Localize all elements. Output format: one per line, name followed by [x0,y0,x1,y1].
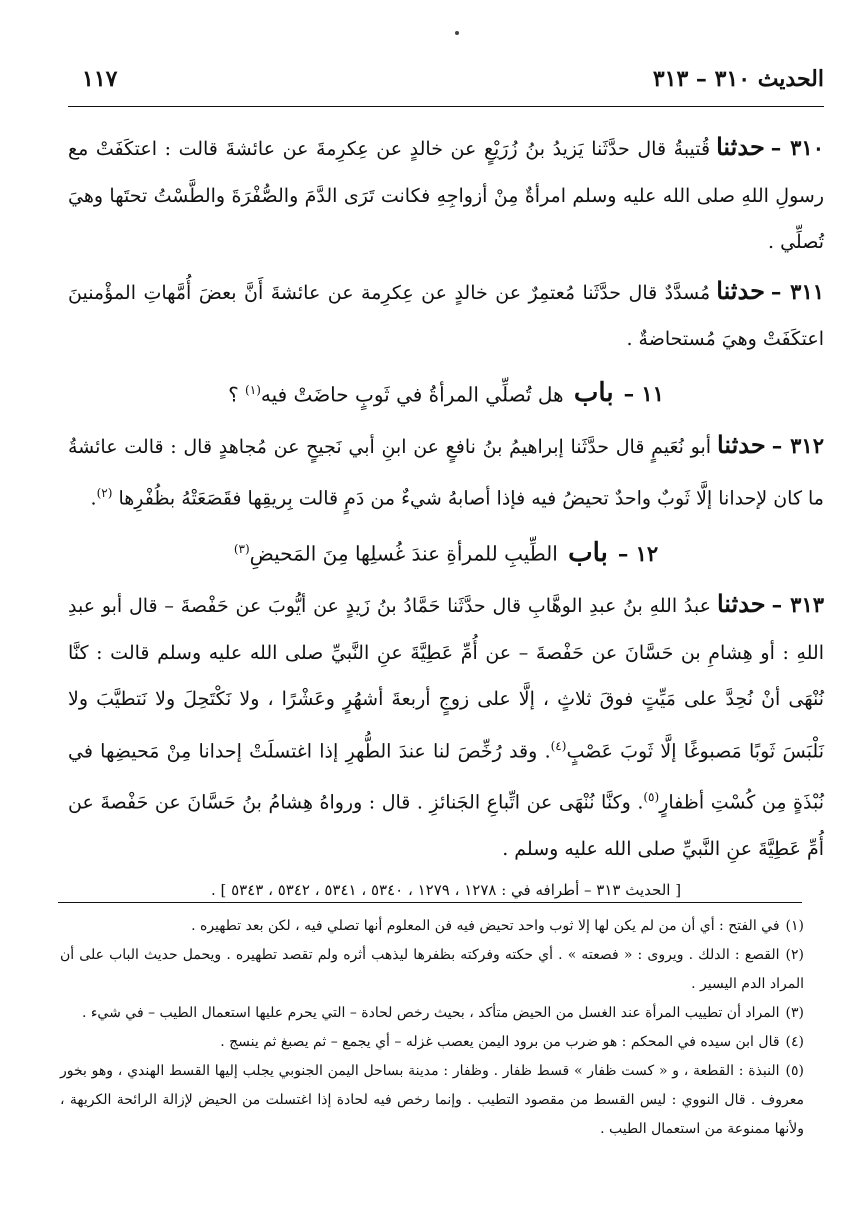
footnote [60,912,804,941]
footnote [60,941,804,999]
hadith-text: مُسدَّدٌ قال حدَّثَنا مُعتمِرٌ عن خالدٍ عن عِكرِمة عن عائشةَ أَنَّ بعضَ أُمَّهاتِ المؤْمنينَ اعتكَفَتْ وهيَ مُستحاضةٌ . [68,281,824,350]
narration-keyword: حدثنا [716,275,765,305]
hadith-312 [68,422,824,522]
narration-keyword: حدثنا [716,132,765,161]
footnote-mark: (٢) [785,947,804,963]
hadith-text: قُتيبةُ قال حدَّثَنا يَزيدُ بنُ زُرَيْعٍ عن خالدٍ عن عِكرِمةَ عن عائشةَ قالت : اعتكَفَتْ مع رسولِ اللهِ صلى الله عليه وسلم امرأةٌ مِنْ أزواجِهِ فكانت تَرَى الدَّمَ والصُّفْرَةَ والطَّسْتُ تحتَها وهيَ تُصلِّي . [68,138,824,253]
chapter-label: باب [573,378,614,409]
hadith-310 [68,124,824,266]
hadith-number: ٣١٠ – [770,135,824,160]
atraf-note: [ الحديث ٣١٣ – أطرافه في : ١٢٧٨ ، ١٢٧٩ ، ٥٣٤٠ ، ٥٣٤١ ، ٥٣٤٢ ، ٥٣٤٣ ] . [210,880,682,899]
hadith-number: ٣١٣ – [771,592,825,618]
footnote-text: في الفتح : أي أن من لم يكن لها إلا ثوب واحد تحيض فيه فن المعلوم أنها تصلي فيه ، لكن بعد تطهيره . [191,918,780,934]
footnote-ref: (١) [245,382,261,397]
chapter-label: باب [568,537,608,568]
chapter-title: الطِّيبِ للمرأةِ عندَ غُسلِها مِنَ المَحيضِ [249,541,558,566]
footnote-text: المراد أن تطييب المرأة عند الغسل من الحيض متأكد ، بحيث رخص لحادة – التي يحرم عليها استعمال الطيب – في شيء . [81,1005,780,1021]
hadith-text: أبو نُعَيمٍ قال حدَّثَنا إبراهيمُ بنُ نافعٍ عن ابنِ أبي نَجيحٍ عن مُجاهدٍ قال : قالت عائشةُ ما كان لإحدانا إلَّا ثَوبٌ واحدٌ تحيضُ فيه فإذا أصابهُ شيءٌ من دَمٍ قالت بِريقِها فقَصَعَتْهُ بظُفْرِها [68,435,824,510]
footnote [60,1028,804,1057]
speck [455,31,459,35]
hadith-number: ٣١٢ – [771,432,824,458]
footnotes [60,912,804,1144]
footnote-ref: (٤) [550,738,567,753]
footnote-mark: (٥) [785,1063,804,1079]
footnote-ref: (٣) [233,541,250,556]
footnote-divider [58,902,802,903]
footnote-ref: (٢) [96,486,113,501]
chapter-12-heading [68,526,824,577]
footnote-ref: (٥) [643,790,660,805]
hadith-text: عبدُ اللهِ بنُ عبدِ الوهَّابِ قال حدَّثَنا حَمَّادُ بنُ زَيدٍ عن أيُّوبَ عن حَفْصةَ – قال أبو عبدِ اللهِ : أو هِشامِ بن حَسَّانَ عن حَفْصةَ – عن أُمِّ عَطِيَّةَ عنِ النَّبيِّ صلى الله عليه وسلم قالت : كنَّا نُنْهَى أنْ نُحِدَّ على مَيِّتٍ فوقَ ثلاثٍ ، إلَّا على زوجٍ أربعةَ أشهُرٍ وعَشْرًا ، ولا نَكْتَحِلَ ولا نَتطيَّبَ ولا نَلْبَسَ ثَوبًا مَصبوغًا إلَّا ثَوبَ عَصْبٍ [68,595,824,762]
footnote-mark: (٣) [785,1005,804,1021]
footnote-mark: (١) [785,918,804,934]
chapter-number: ١١ – [623,381,664,407]
footnote-text: القصع : الدلك . ويروى : « فصعته » . أي حكته وفركته بظفرها ليذهب أثره ولم تقصد تطهيره . ويحمل حديث الباب على أن المراد الدم اليسير . [60,947,804,992]
footnote-text: قال ابن سيده في المحكم : هو ضرب من برود اليمن يعصب غزله – أي يجمع – ثم يصبغ ثم ينسج . [220,1034,780,1050]
hadith-end-mark: . [90,487,97,510]
hadith-text: . وكنَّا نُنْهَى عن اتِّباعِ الجَنائزِ . قال : ورواهُ هِشامُ بنُ حَسَّانَ عن حَفْصةَ عن أُمِّ عَطِيَّةَ عنِ النَّبيِّ صلى الله عليه وسلم . [68,791,824,861]
chapter-title: هل تُصلِّي المرأةُ في ثَوبٍ حاضَتْ فيه [260,382,564,407]
main-text [68,124,824,905]
narration-keyword: حدثنا [717,429,766,459]
page-header [68,62,824,107]
page-number: ١١٧ [82,66,118,92]
hadith-number: ٣١١ – [770,278,825,304]
narration-keyword: حدثنا [716,589,766,619]
footnote [60,999,804,1028]
hadith-313 [68,581,824,873]
chapter-11-heading [68,367,824,418]
chapter-end-mark: ؟ [228,382,239,407]
running-head: الحديث ٣١٠ – ٣١٣ [652,66,824,92]
footnote [60,1057,804,1144]
hadith-text: . وقد رُخِّصَ لنا عندَ الطُّهرِ إذا اغتسلَتْ إحدانا مِنْ مَحيضِها في نُبْذَةٍ مِن كُسْتِ أظفارٍ [68,739,824,814]
footnote-mark: (٤) [785,1034,804,1050]
chapter-number: ١٢ – [617,540,659,566]
footnote-text: النبذة : القطعة ، و « كست ظفار » قسط ظفار . وظفار : مدينة بساحل اليمن الجنوبي يجلب إليها القسط الهندي ، وهو بخور معروف . قال النووي : ليس القسط من مقصود التطيب . وإنما رخص فيه لحادة إذا اغتسلت من الحيض لإزالة الرائحة الكريهة ، ولأنها ممنوعة من استعمال الطيب . [60,1063,804,1137]
hadith-311 [68,268,824,363]
